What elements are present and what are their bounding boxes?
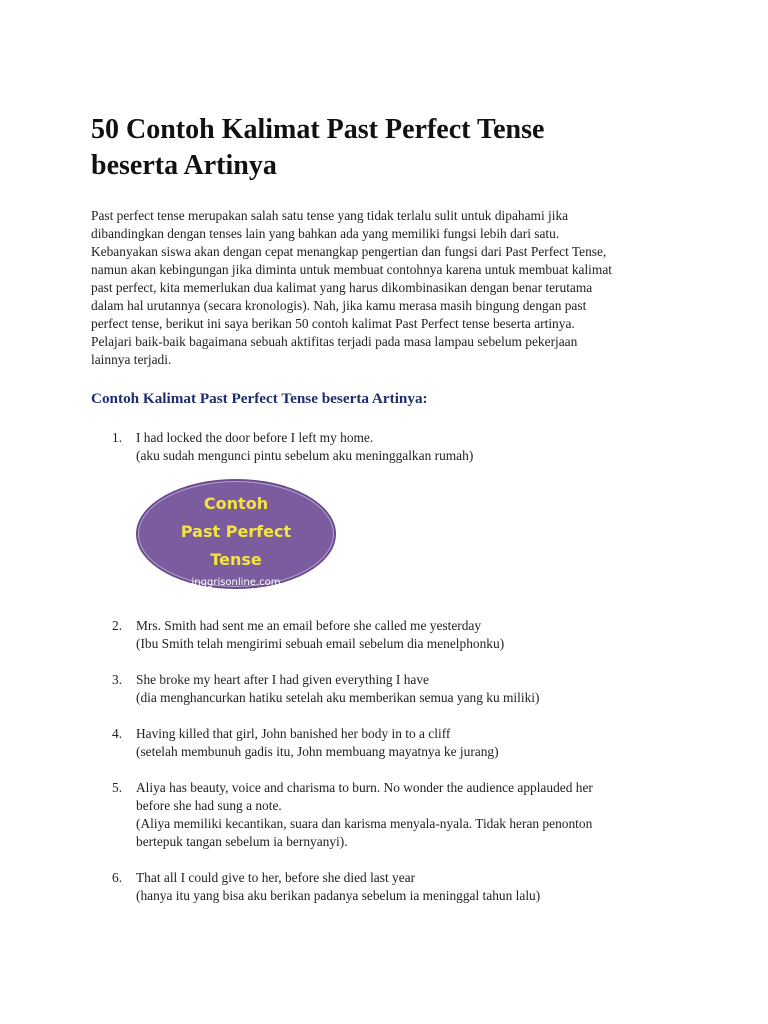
item-number: 3. xyxy=(112,672,123,687)
intro-line: lainnya terjadi. xyxy=(91,352,172,367)
intro-line: Pelajari baik-baik bagaimana sebuah aktifitas terjadi pada masa lampau sebelum pekerjaan xyxy=(91,334,578,349)
badge-line-2: Past Perfect xyxy=(180,522,292,541)
example-translation-cont: bertepuk tangan sebelum ia bernyanyi). xyxy=(136,834,348,849)
intro-line: dalam hal urutannya (secara kronologis). Nah, jika kamu merasa masih bingung dengan past xyxy=(91,298,587,313)
list-item xyxy=(91,671,691,707)
intro-line: past perfect, kita memerlukan dua kalimat yang harus dikombinasikan dengan benar terutama xyxy=(91,280,593,295)
badge-site: inggrisonline.com xyxy=(191,577,281,588)
intro-line: namun akan kebingungan jika diminta untuk membuat contohnya karena untuk membuat kalimat xyxy=(91,262,612,277)
list-item xyxy=(91,779,691,851)
list-item xyxy=(91,725,691,761)
item-number: 4. xyxy=(112,726,123,741)
badge-image xyxy=(136,479,336,589)
title-line-1: 50 Contoh Kalimat Past Perfect Tense xyxy=(91,114,545,145)
list-item xyxy=(91,869,691,905)
example-translation: (Ibu Smith telah mengirimi sebuah email sebelum dia menelphonku) xyxy=(136,636,505,651)
item-number: 6. xyxy=(112,870,123,885)
item-number: 2. xyxy=(112,618,123,633)
example-sentence: Having killed that girl, John banished her body in to a cliff xyxy=(136,726,451,741)
intro-line: Kebanyakan siswa akan dengan cepat menangkap pengertian dan fungsi dari Past Perfect Tense, xyxy=(91,244,607,259)
badge-line-3: Tense xyxy=(210,550,262,569)
intro-line: dibandingkan dengan tenses lain yang bahkan ada yang memiliki fungsi lebih dari satu. xyxy=(91,226,560,241)
page-title xyxy=(91,112,651,184)
badge-line-1: Contoh xyxy=(203,494,269,513)
example-sentence: That all I could give to her, before she died last year xyxy=(136,870,416,885)
example-sentence: She broke my heart after I had given everything I have xyxy=(136,672,429,687)
intro-line: perfect tense, berikut ini saya berikan 50 contoh kalimat Past Perfect tense beserta artinya. xyxy=(91,316,575,331)
intro-line: Past perfect tense merupakan salah satu tense yang tidak terlalu sulit untuk dipahami jika xyxy=(91,208,569,223)
section-heading: Contoh Kalimat Past Perfect Tense beserta Artinya: xyxy=(91,390,428,407)
example-translation: (dia menghancurkan hatiku setelah aku memberikan semua yang ku miliki) xyxy=(136,690,540,705)
list-item xyxy=(91,617,691,653)
item-number: 1. xyxy=(112,430,123,445)
example-sentence-cont: before she had sung a note. xyxy=(136,798,282,813)
example-sentence: I had locked the door before I left my home. xyxy=(136,430,374,445)
item-number: 5. xyxy=(112,780,123,795)
title-line-2: beserta Artinya xyxy=(91,150,277,181)
example-translation: (hanya itu yang bisa aku berikan padanya sebelum ia meninggal tahun lalu) xyxy=(136,888,541,903)
example-translation: (aku sudah mengunci pintu sebelum aku meninggalkan rumah) xyxy=(136,448,474,463)
example-translation: (setelah membunuh gadis itu, John membuang mayatnya ke jurang) xyxy=(136,744,499,759)
intro-paragraph xyxy=(91,207,691,369)
document-page xyxy=(91,112,691,923)
badge-ellipse xyxy=(136,479,336,589)
example-sentence: Aliya has beauty, voice and charisma to burn. No wonder the audience applauded her xyxy=(136,780,593,795)
list-item xyxy=(91,429,691,589)
example-translation: (Aliya memiliki kecantikan, suara dan karisma menyala-nyala. Tidak heran penonton xyxy=(136,816,593,831)
example-sentence: Mrs. Smith had sent me an email before she called me yesterday xyxy=(136,618,482,633)
examples-list xyxy=(91,429,691,905)
